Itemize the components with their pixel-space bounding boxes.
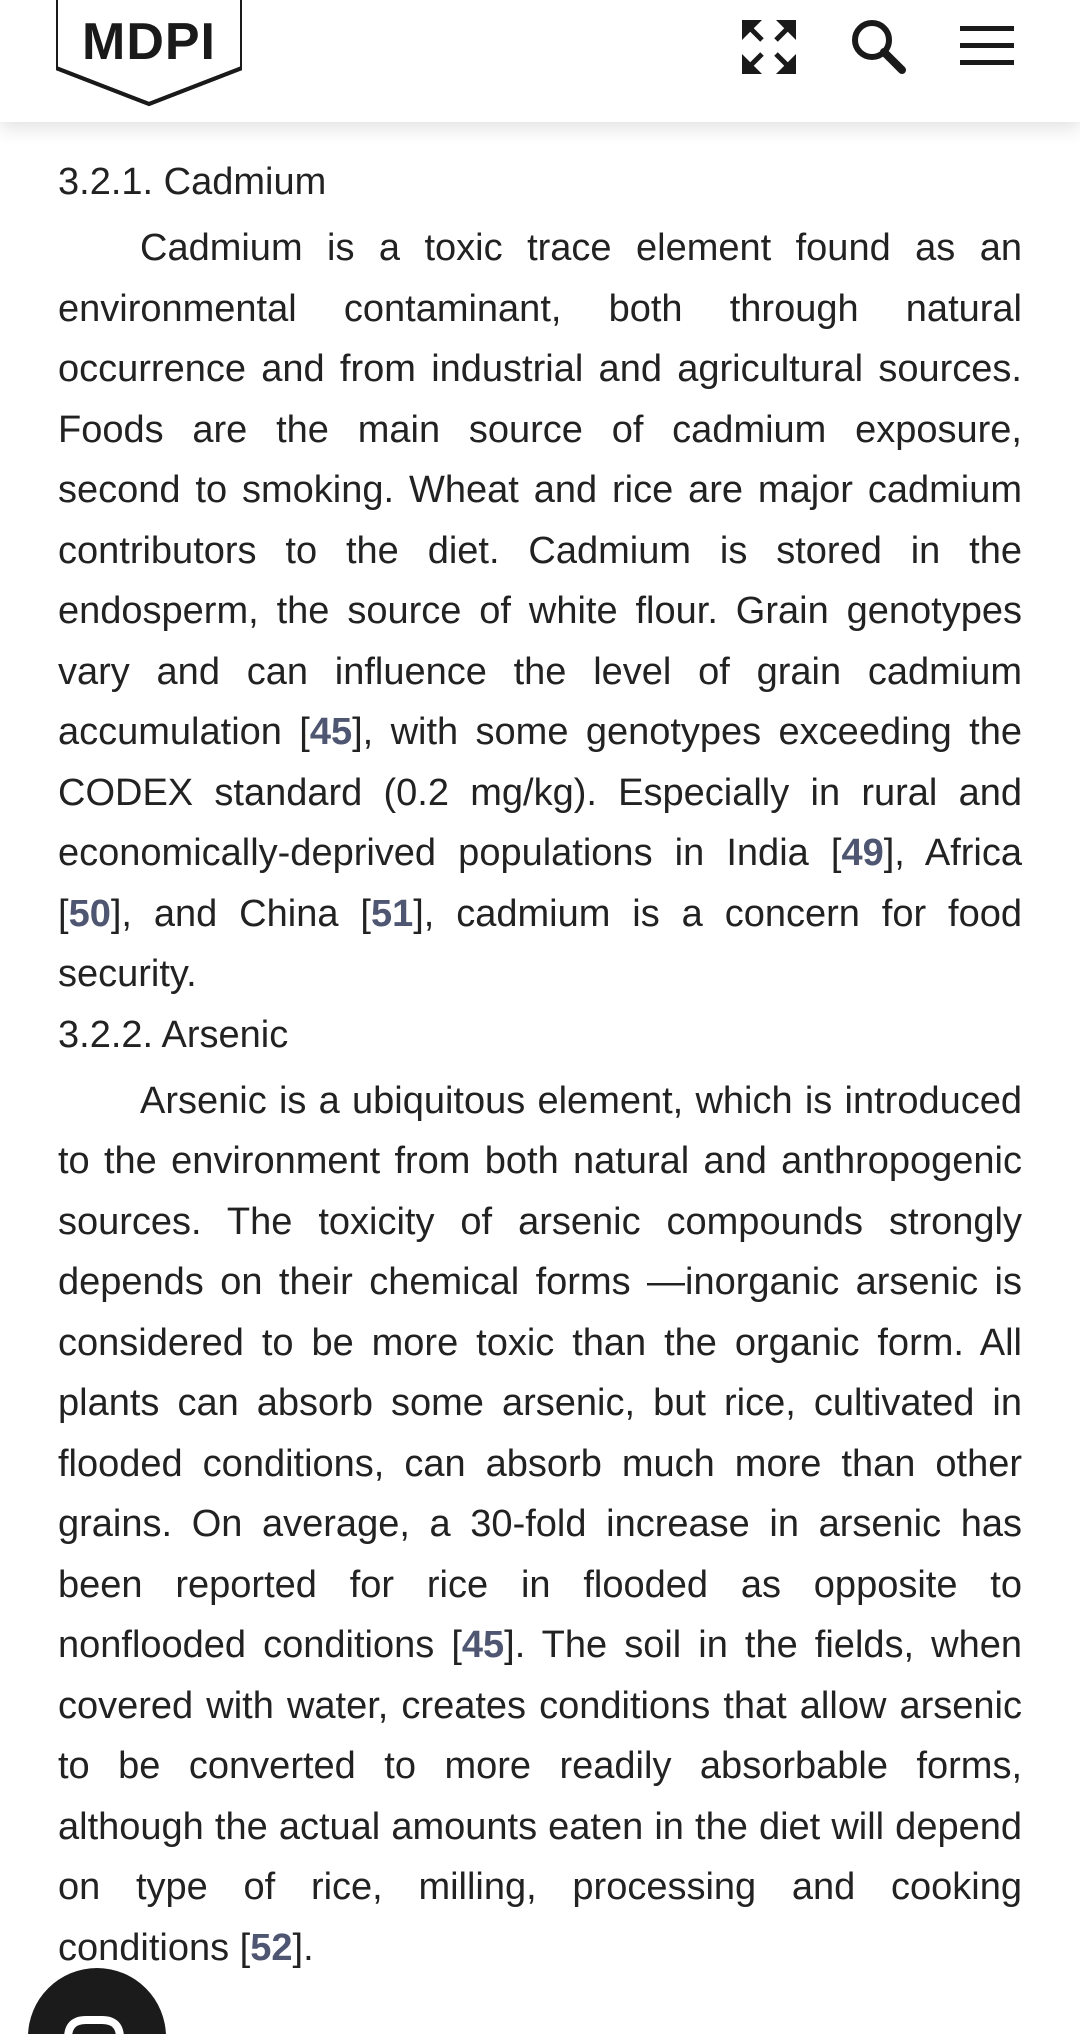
expand-icon[interactable] — [740, 18, 798, 76]
top-header — [0, 0, 1080, 122]
logo-text: MDPI — [82, 13, 216, 71]
text-segment: ], and China [ — [110, 892, 371, 935]
paragraph-arsenic — [58, 1071, 1022, 1979]
text-segment: ], cadmium is a concern for food security. — [58, 892, 1022, 995]
text-segment: ], with some genotypes exceeding the CODEX standard (0.2 mg/​kg). Especially in rural and economically-deprived populations in India [ — [58, 711, 1022, 874]
text-segment: Cadmium is a toxic trace element found as an environmental contaminant, both through natural occurrence and from industrial and agricultural sources. Foods are the main source of cadmium exposure, second to smoking. Wheat and rice are major cadmium contributors to the diet. Cadmium is stored in the endosperm, the source of white flour. Grain genotypes vary and can influence the level of grain cadmium accumulation [ — [58, 227, 1022, 753]
reference-link[interactable]: 51 — [370, 892, 414, 935]
text-segment: ]. — [292, 1926, 314, 1969]
reference-link[interactable]: 52 — [250, 1926, 293, 1969]
paragraph-cadmium — [58, 218, 1022, 1005]
search-icon[interactable] — [848, 16, 908, 76]
article-content — [58, 160, 1022, 1986]
menu-icon[interactable] — [958, 22, 1016, 70]
reference-link[interactable]: 50 — [68, 892, 111, 935]
text-segment: ]. The soil in the fields, when covered with water, creates conditions that allow arsenic to be converted to more readily absorbable forms, although the actual amounts eaten in the diet will depend on type of rice, milling, processing and cooking conditions [ — [58, 1624, 1022, 1969]
section-heading-arsenic: 3.2.2. Arsenic — [58, 1013, 289, 1056]
text-segment: ], Africa [ — [58, 832, 1023, 935]
reference-link[interactable]: 45 — [461, 1624, 505, 1666]
section-heading-cadmium: 3.2.1. Cadmium — [58, 161, 327, 203]
reference-link[interactable]: 45 — [309, 711, 353, 753]
mdpi-logo[interactable] — [56, 0, 242, 108]
text-segment: Arsenic is a ubiquitous element, which is introduced to the environment from both natural and anthropogenic sources. The toxicity of arsenic compounds strongly depends on their chemical forms —inorganic arsenic is considered to be more toxic than the organic form. All plants can absorb some arsenic, but rice, cultivated in flooded conditions, can absorb much more than other grains. On average, a 30-fold increase in arsenic has been reported for rice in flooded as opposite to nonflooded conditions [ — [58, 1079, 1022, 1666]
reference-link[interactable]: 49 — [841, 832, 884, 874]
